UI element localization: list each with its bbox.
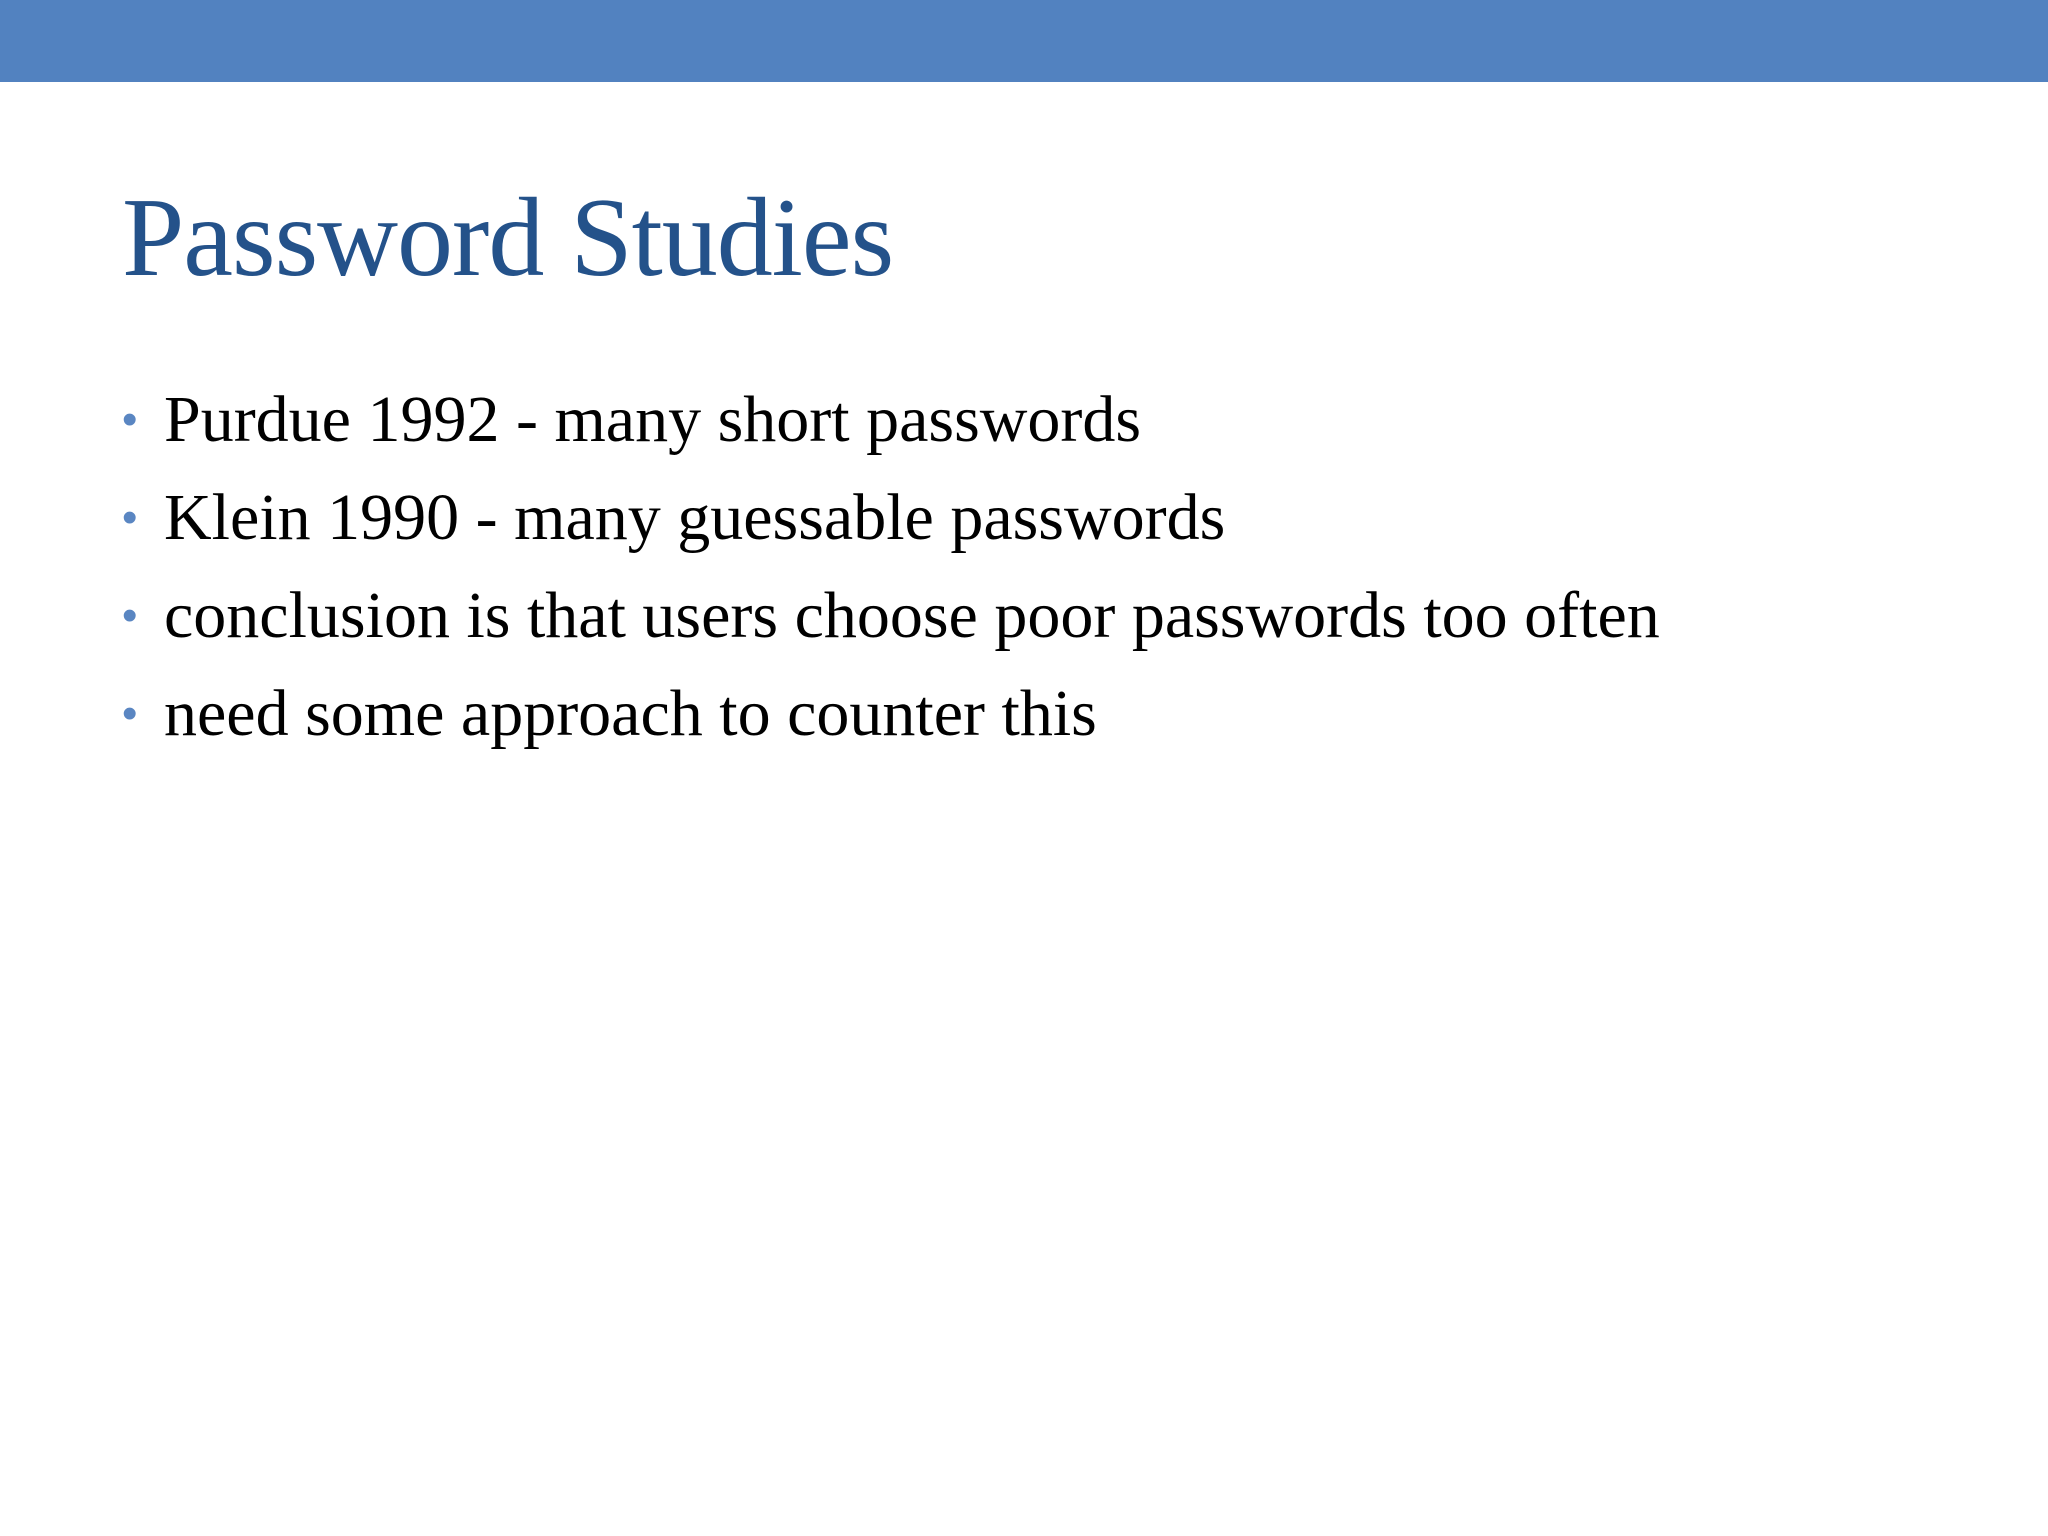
bullet-text: need some approach to counter this [164,677,1097,750]
header-band [0,0,2048,82]
bullet-icon: • [122,591,138,640]
bullet-icon: • [122,689,138,738]
slide-title: Password Studies [122,176,894,300]
bullet-item [122,469,1982,567]
bullet-icon: • [122,493,138,542]
bullet-text: Klein 1990 - many guessable passwords [164,481,1226,554]
bullet-icon: • [122,395,138,444]
bullet-list [122,371,1982,763]
bullet-text: conclusion is that users choose poor passwords too often [164,579,1660,652]
bullet-text: Purdue 1992 - many short passwords [164,383,1142,456]
bullet-item [122,371,1982,469]
bullet-item [122,665,1982,763]
bullet-item [122,567,1982,665]
